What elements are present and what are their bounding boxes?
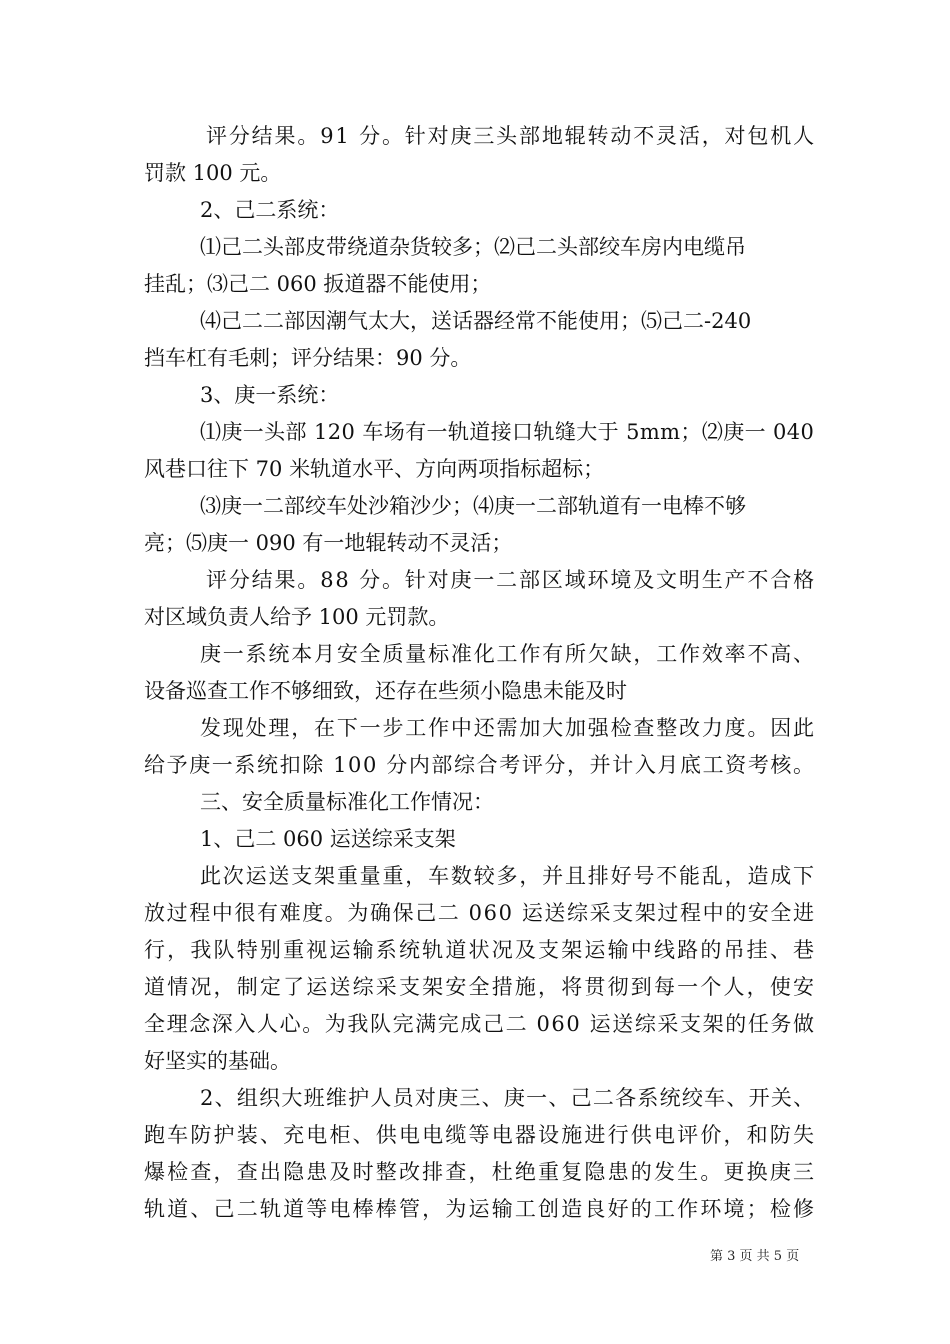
text-line: 此次运送支架重量重，车数较多，并且排好号不能乱，造成下 [200,864,816,888]
text-line: 跑车防护装、充电柜、供电电缆等电器设施进行供电评价，和防失 [144,1123,817,1147]
text-line: 对区域负责人给予 100 元罚款。 [144,605,450,629]
text-line: 好坚实的基础。 [144,1049,291,1073]
body-text [144,118,817,1228]
text-line: 道情况，制定了运送综采支架安全措施，将贯彻到每一个人，使安 [144,975,817,999]
section-heading: 3、庚一系统： [200,383,340,407]
text-line: 全理念深入人心。为我队完满完成己二 060 运送综采支架的任务做 [144,1012,816,1036]
text-line: 爆检查，查出隐患及时整改排查，杜绝重复隐患的发生。更换庚三 [144,1160,817,1184]
text-line: 挂乱；⑶己二 060 扳道器不能使用； [144,272,492,296]
text-line: ⑴庚一头部 120 车场有一轨道接口轨缝大于 5mm；⑵庚一 040 [200,420,815,444]
text-line: ⑷己二二部因潮气太大，送话器经常不能使用；⑸己二-240 [200,309,752,333]
text-line: 设备巡查工作不够细致，还存在些须小隐患未能及时 [144,679,627,703]
text-line: 评分结果。88 分。针对庚一二部区域环境及文明生产不合格 [206,568,816,592]
text-line: 放过程中很有难度。为确保己二 060 运送综采支架过程中的安全进 [144,901,816,925]
section-heading: 2、己二系统： [200,198,340,222]
subsection-heading: 1、己二 060 运送综采支架 [200,827,456,851]
text-line: 庚一系统本月安全质量标准化工作有所欠缺，工作效率不高、 [200,642,816,666]
text-line: 风巷口往下 70 米轨道水平、方向两项指标超标； [144,457,605,481]
text-line: 行，我队特别重视运输系统轨道状况及支架运输中线路的吊挂、巷 [144,938,817,962]
text-line: 挡车杠有毛刺；评分结果：90 分。 [144,346,472,370]
text-line: ⑶庚一二部绞车处沙箱沙少；⑷庚一二部轨道有一电棒不够 [200,494,746,518]
text-line: 轨道、己二轨道等电棒棒管，为运输工创造良好的工作环境；检修 [144,1197,817,1221]
section-heading: 三、安全质量标准化工作情况： [200,790,494,814]
text-line: 发现处理，在下一步工作中还需加大加强检查整改力度。因此 [200,716,816,740]
text-line: 给予庚一系统扣除 100 分内部综合考评分，并计入月底工资考核。 [144,753,816,777]
text-line: 评分结果。91 分。针对庚三头部地辊转动不灵活，对包机人 [206,124,816,148]
text-line: 亮；⑸庚一 090 有一地辊转动不灵活； [144,531,513,555]
text-line: 2、组织大班维护人员对庚三、庚一、己二各系统绞车、开关、 [200,1086,816,1110]
text-line: ⑴己二头部皮带绕道杂货较多；⑵己二头部绞车房内电缆吊 [200,235,746,259]
page-number-footer: 第 3 页 共 5 页 [710,1249,800,1264]
text-line: 罚款 100 元。 [144,161,282,185]
